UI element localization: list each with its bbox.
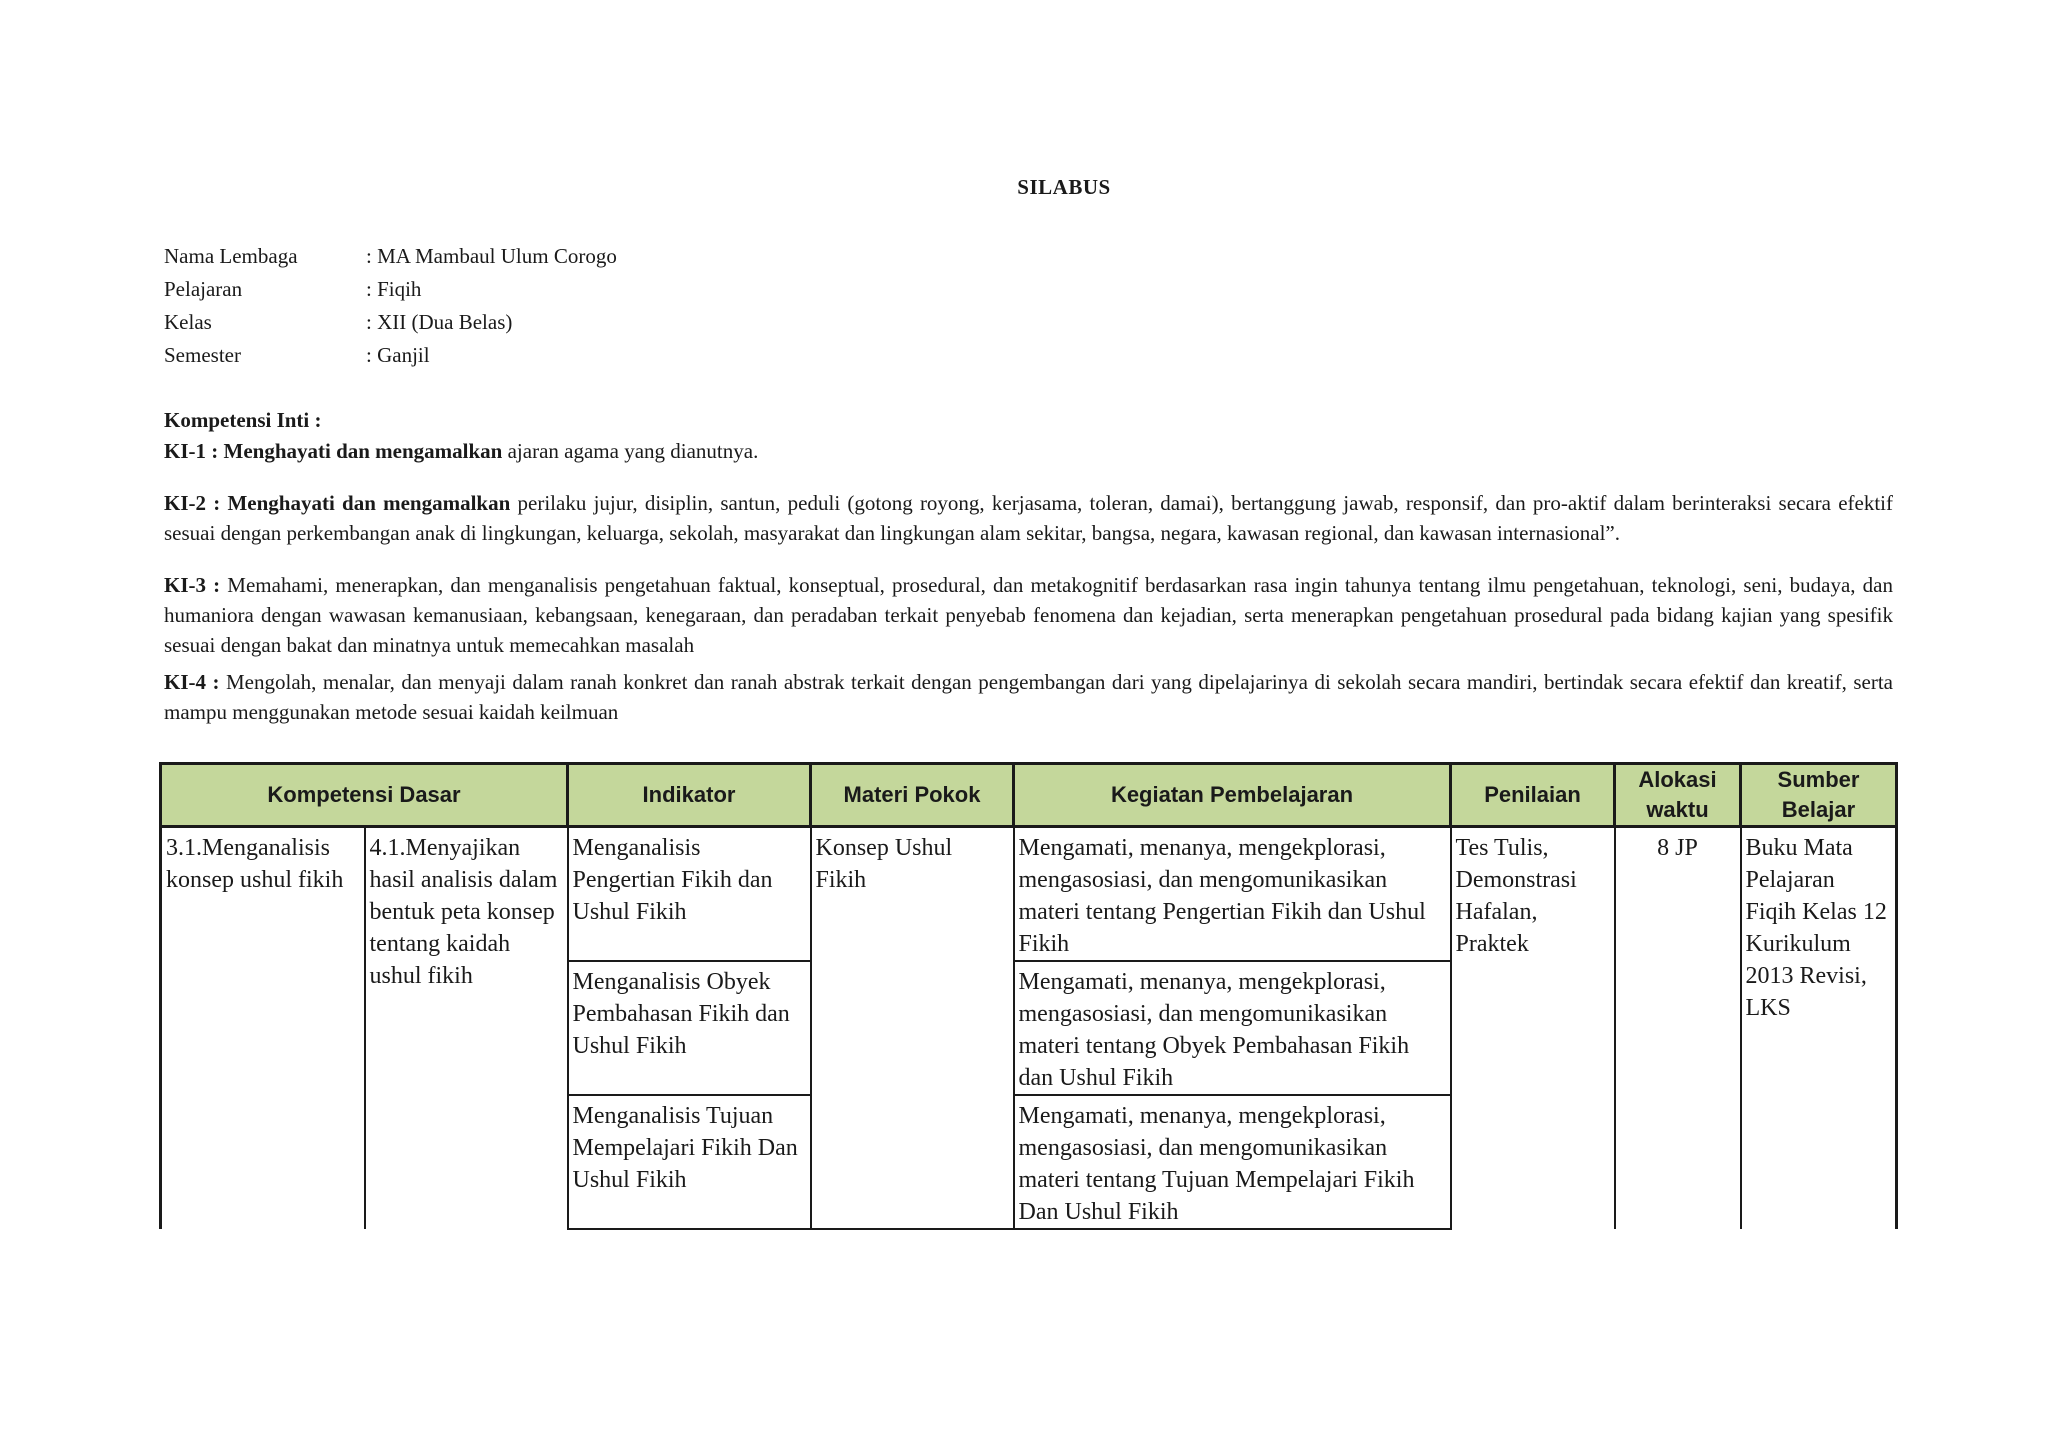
indikator-cell: Menganalisis Tujuan Mempelajari Fikih Dan Ushul Fikih xyxy=(568,1095,811,1229)
ki-2-paragraph xyxy=(164,488,1893,548)
header-penilaian: Penilaian xyxy=(1451,764,1615,827)
meta-label: Nama Lembaga xyxy=(164,244,298,268)
page-title: SILABUS xyxy=(1017,175,1111,199)
ki-1-label: KI-1 : Menghayati dan mengamalkan xyxy=(164,439,503,463)
header-alokasi-waktu: Alokasi waktu xyxy=(1615,764,1741,827)
meta-label: Kelas xyxy=(164,310,212,334)
alokasi-cell: 8 JP xyxy=(1615,827,1741,1230)
kegiatan-cell: Mengamati, menanya, mengekplorasi, mengasosiasi, dan mengomunikasikan materi tentang Obyek Pembahasan Fikih dan Ushul Fikih xyxy=(1014,961,1451,1095)
ki-1-paragraph xyxy=(164,436,1893,466)
header-indikator: Indikator xyxy=(568,764,811,827)
meta-value: : XII (Dua Belas) xyxy=(366,310,513,334)
materi-pokok-cell: Konsep Ushul Fikih xyxy=(811,827,1014,1230)
ki-4-text: Mengolah, menalar, dan menyaji dalam ranah konkret dan ranah abstrak terkait dengan pengembangan dari yang dipelajarinya di sekolah secara mandiri, bertindak secara efektif dan kreatif, serta mampu menggunakan metode sesuai kaidah keilmuan xyxy=(164,670,1893,724)
ki-3-text: Memahami, menerapkan, dan menganalisis pengetahuan faktual, konseptual, prosedural, dan metakognitif berdasarkan rasa ingin tahunya tentang ilmu pengetahuan, teknologi, seni, budaya, dan humaniora dengan wawasan kemanusiaan, kebangsaan, kenegaraan, dan peradaban terkait penyebab fenomena dan kejadian, serta menerapkan pengetahuan prosedural pada bidang kajian yang spesifik sesuai dengan bakat dan minatnya untuk memecahkan masalah xyxy=(164,573,1893,657)
ki-2-text: perilaku jujur, disiplin, santun, peduli (gotong royong, kerjasama, toleran, damai), bertanggung jawab, responsif, dan pro-aktif dalam berinteraksi secara efektif sesuai dengan perkembangan anak di lingkungan, keluarga, sekolah, masyarakat dan lingkungan alam sekitar, bangsa, negara, kawasan regional, dan kawasan internasional”. xyxy=(164,491,1894,545)
meta-row-subject xyxy=(164,273,617,306)
header-materi-pokok: Materi Pokok xyxy=(811,764,1014,827)
penilaian-cell: Tes Tulis, Demonstrasi Hafalan, Praktek xyxy=(1451,827,1615,1230)
header-kompetensi-dasar: Kompetensi Dasar xyxy=(161,764,568,827)
kegiatan-cell: Mengamati, menanya, mengekplorasi, mengasosiasi, dan mengomunikasikan materi tentang Pengertian Fikih dan Ushul Fikih xyxy=(1014,827,1451,962)
identity-block xyxy=(164,240,617,372)
indikator-cell: Menganalisis Obyek Pembahasan Fikih dan Ushul Fikih xyxy=(568,961,811,1095)
ki-2-label: KI-2 : Menghayati dan mengamalkan xyxy=(164,491,511,515)
sumber-cell: Buku Mata Pelajaran Fiqih Kelas 12 Kurikulum 2013 Revisi, LKS xyxy=(1741,827,1897,1230)
ki-4-paragraph xyxy=(164,667,1893,727)
ki-4-label: KI-4 : xyxy=(164,670,220,694)
meta-label: Pelajaran xyxy=(164,277,243,301)
kegiatan-cell: Mengamati, menanya, mengekplorasi, mengasosiasi, dan mengomunikasikan materi tentang Tujuan Mempelajari Fikih Dan Ushul Fikih xyxy=(1014,1095,1451,1229)
ki-1-text: ajaran agama yang dianutnya. xyxy=(502,439,759,463)
ki-3-label: KI-3 : xyxy=(164,573,221,597)
kd-3-cell: 3.1.Menganalisis konsep ushul fikih xyxy=(161,827,365,1230)
kompetensi-inti-heading: Kompetensi Inti : xyxy=(164,408,322,432)
meta-row-institution xyxy=(164,240,617,273)
meta-label: Semester xyxy=(164,343,241,367)
table-row xyxy=(161,827,1897,962)
meta-row-semester xyxy=(164,339,617,372)
meta-value: : Ganjil xyxy=(366,343,430,367)
meta-value: : MA Mambaul Ulum Corogo xyxy=(366,244,617,268)
ki-3-paragraph xyxy=(164,570,1893,660)
syllabus-table xyxy=(159,762,1898,1230)
meta-row-class xyxy=(164,306,617,339)
indikator-cell: Menganalisis Pengertian Fikih dan Ushul Fikih xyxy=(568,827,811,962)
table-header-row xyxy=(161,764,1897,827)
meta-value: : Fiqih xyxy=(366,277,422,301)
header-kegiatan-pembelajaran: Kegiatan Pembelajaran xyxy=(1014,764,1451,827)
kd-4-cell: 4.1.Menyajikan hasil analisis dalam bentuk peta konsep tentang kaidah ushul fikih xyxy=(365,827,568,1230)
header-sumber-belajar: Sumber Belajar xyxy=(1741,764,1897,827)
